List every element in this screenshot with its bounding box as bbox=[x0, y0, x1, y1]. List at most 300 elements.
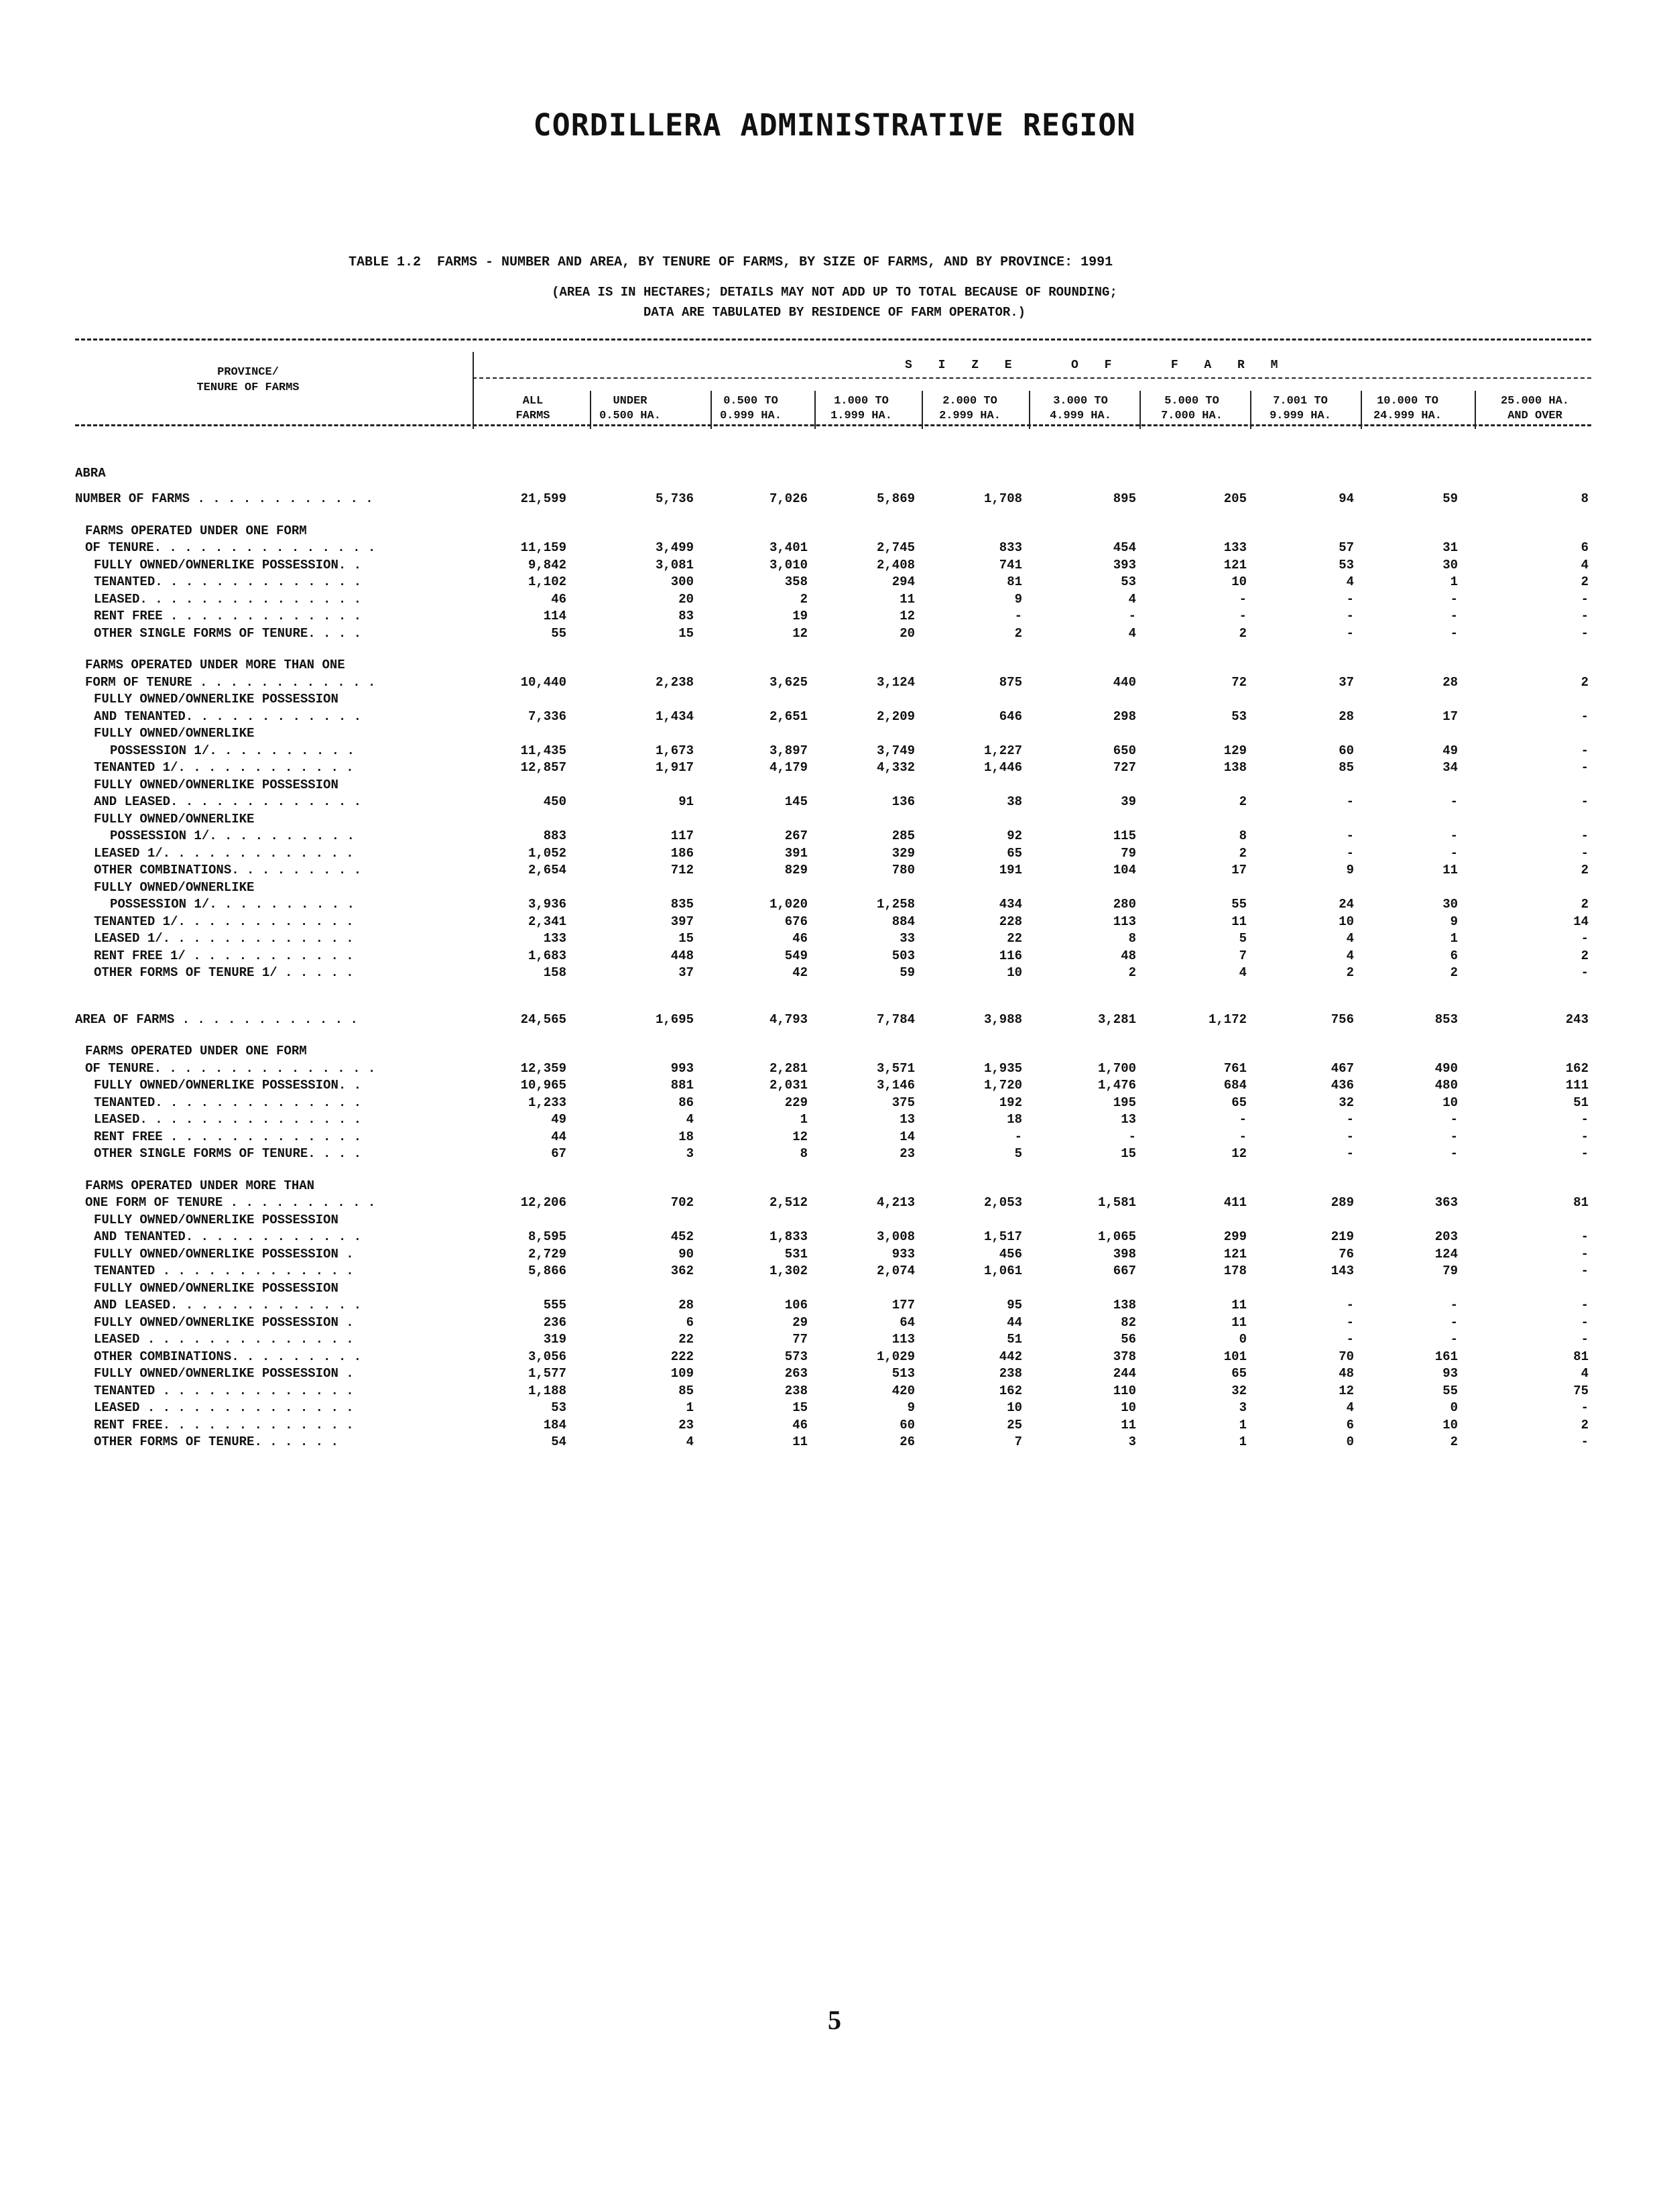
cell-value: - bbox=[1346, 1298, 1354, 1312]
cell-value: 1,065 bbox=[1097, 1229, 1136, 1244]
cell-value: 2 bbox=[1239, 845, 1247, 861]
cell-value: 0 bbox=[1239, 1332, 1247, 1347]
cell-value: 236 bbox=[543, 1314, 566, 1330]
cell-value: - bbox=[1450, 591, 1458, 607]
cell-value: 411 bbox=[1223, 1195, 1247, 1210]
cell-value: 136 bbox=[891, 794, 915, 809]
cell-value: - bbox=[1581, 1129, 1589, 1144]
cell-value: 6 bbox=[1450, 948, 1458, 963]
table-row bbox=[75, 657, 1591, 674]
cell-value: - bbox=[1346, 828, 1354, 843]
cell-value: 727 bbox=[1113, 760, 1136, 775]
cell-value: 106 bbox=[784, 1298, 808, 1312]
cell-value: 3,571 bbox=[876, 1060, 915, 1076]
cell-value: 741 bbox=[999, 557, 1022, 572]
cell-value: 28 bbox=[1339, 709, 1354, 724]
cell-value: 79 bbox=[1442, 1264, 1458, 1278]
cell-value: 26 bbox=[900, 1434, 915, 1449]
cell-value: 684 bbox=[1223, 1078, 1247, 1093]
table-row bbox=[75, 1212, 1591, 1229]
cell-value: - bbox=[1581, 794, 1589, 809]
cell-value: 0 bbox=[1450, 1400, 1458, 1415]
cell-value: 833 bbox=[999, 540, 1022, 555]
cell-value: 9,842 bbox=[528, 557, 566, 572]
cell-value: 1,720 bbox=[983, 1078, 1022, 1093]
cell-value: 2,053 bbox=[983, 1195, 1022, 1210]
cell-value: 702 bbox=[670, 1195, 694, 1210]
cell-value: 8,595 bbox=[528, 1229, 566, 1244]
cell-value: 53 bbox=[1121, 574, 1136, 589]
cell-value: 110 bbox=[1113, 1383, 1136, 1398]
row-label: FARMS OPERATED UNDER MORE THAN ONE bbox=[85, 658, 345, 672]
cell-value: 7,784 bbox=[876, 1011, 915, 1027]
table-row bbox=[75, 828, 1591, 845]
column-header-line2: FARMS bbox=[515, 410, 550, 422]
cell-value: 263 bbox=[784, 1366, 808, 1381]
cell-value: 1 bbox=[1450, 574, 1458, 589]
cell-value: 5,869 bbox=[876, 491, 915, 506]
cell-value: 3,056 bbox=[528, 1349, 566, 1364]
row-label: AND TENANTED. . . . . . . . . . . . bbox=[94, 1229, 362, 1244]
cell-value: 11 bbox=[1121, 1417, 1136, 1432]
cell-value: 7,336 bbox=[528, 709, 566, 724]
table-note-line2: DATA ARE TABULATED BY RESIDENCE OF FARM OPERATOR.) bbox=[643, 305, 1026, 320]
cell-value: 3,124 bbox=[876, 674, 915, 690]
cell-value: 1 bbox=[686, 1400, 694, 1415]
row-label: LEASED . . . . . . . . . . . . . . bbox=[94, 1400, 354, 1415]
cell-value: 4 bbox=[686, 1434, 694, 1449]
size-of-farm-title: S I Z E O F F A R M bbox=[905, 359, 1288, 372]
cell-value: 83 bbox=[678, 609, 694, 623]
table-row bbox=[75, 523, 1591, 540]
cell-value: 3 bbox=[686, 1146, 694, 1161]
cell-value: 398 bbox=[1113, 1246, 1136, 1262]
row-label: TENANTED . . . . . . . . . . . . . bbox=[94, 1264, 354, 1278]
cell-value: 1,833 bbox=[769, 1229, 808, 1244]
cell-value: 116 bbox=[999, 948, 1022, 963]
cell-value: 229 bbox=[784, 1095, 808, 1110]
column-header-line1: 7.001 TO bbox=[1273, 395, 1328, 408]
cell-value: 28 bbox=[678, 1298, 694, 1312]
cell-value: 33 bbox=[900, 931, 915, 946]
row-label: FULLY OWNED/OWNERLIKE bbox=[94, 811, 255, 826]
cell-value: 114 bbox=[543, 609, 566, 623]
column-header-line2: 9.999 HA. bbox=[1270, 410, 1331, 422]
cell-value: 12 bbox=[1231, 1146, 1247, 1161]
cell-value: 162 bbox=[999, 1383, 1022, 1398]
cell-value: 192 bbox=[999, 1095, 1022, 1110]
table-row bbox=[75, 948, 1591, 965]
cell-value: 1,258 bbox=[876, 897, 915, 912]
row-label: FARMS OPERATED UNDER ONE FORM bbox=[85, 1044, 307, 1058]
cell-value: 11 bbox=[792, 1434, 808, 1449]
cell-value: 531 bbox=[784, 1246, 808, 1262]
cell-value: 1,302 bbox=[769, 1264, 808, 1278]
cell-value: - bbox=[1450, 1112, 1458, 1127]
cell-value: 2 bbox=[1581, 1417, 1589, 1432]
cell-value: 244 bbox=[1113, 1366, 1136, 1381]
cell-value: 480 bbox=[1434, 1078, 1458, 1093]
cell-value: 3,897 bbox=[769, 743, 808, 758]
table-row bbox=[75, 743, 1591, 760]
cell-value: 2 bbox=[1581, 948, 1589, 963]
cell-value: 503 bbox=[891, 948, 915, 963]
cell-value: 853 bbox=[1434, 1011, 1458, 1027]
cell-value: 228 bbox=[999, 914, 1022, 929]
table-row bbox=[75, 1400, 1591, 1417]
cell-value: 10 bbox=[1231, 574, 1247, 589]
column-header-line1: ALL bbox=[522, 395, 544, 408]
cell-value: 81 bbox=[1007, 574, 1022, 589]
cell-value: 319 bbox=[543, 1332, 566, 1347]
cell-value: 158 bbox=[543, 965, 566, 980]
cell-value: 285 bbox=[891, 828, 915, 843]
cell-value: 712 bbox=[670, 863, 694, 877]
cell-value: 883 bbox=[543, 828, 566, 843]
column-header-line2: AND OVER bbox=[1507, 410, 1562, 422]
row-label: ABRA bbox=[75, 466, 106, 481]
cell-value: - bbox=[1581, 965, 1589, 980]
cell-value: - bbox=[1581, 1332, 1589, 1347]
table-row bbox=[75, 1246, 1591, 1264]
row-label: FORM OF TENURE . . . . . . . . . . . . bbox=[85, 674, 376, 690]
row-label: RENT FREE . . . . . . . . . . . . . bbox=[94, 609, 362, 623]
column-header-line2: 4.999 HA. bbox=[1050, 410, 1111, 422]
cell-value: 2 bbox=[1450, 1434, 1458, 1449]
table-row bbox=[75, 914, 1591, 931]
cell-value: 55 bbox=[551, 625, 566, 641]
table-row bbox=[75, 540, 1591, 557]
row-spacer bbox=[75, 508, 1591, 523]
table-row bbox=[75, 1434, 1591, 1451]
cell-value: 2,408 bbox=[876, 557, 915, 572]
row-label: OTHER SINGLE FORMS OF TENURE. . . . bbox=[94, 625, 362, 641]
cell-value: - bbox=[1450, 625, 1458, 641]
column-divider bbox=[1475, 391, 1476, 429]
cell-value: 1,172 bbox=[1208, 1011, 1247, 1027]
column-header-line1: 10.000 TO bbox=[1377, 395, 1438, 408]
cell-value: 65 bbox=[1231, 1095, 1247, 1110]
cell-value: 3,008 bbox=[876, 1229, 915, 1244]
row-label: FULLY OWNED/OWNERLIKE POSSESSION . bbox=[94, 1314, 354, 1330]
cell-value: 467 bbox=[1331, 1060, 1354, 1076]
table-row bbox=[75, 557, 1591, 574]
column-header-line2: 0.500 HA. bbox=[599, 410, 661, 422]
cell-value: 9 bbox=[1346, 863, 1354, 877]
row-label: OTHER SINGLE FORMS OF TENURE. . . . bbox=[94, 1146, 362, 1161]
table-row bbox=[75, 896, 1591, 914]
row-spacer bbox=[75, 1028, 1591, 1043]
cell-value: 65 bbox=[1007, 845, 1022, 861]
cell-value: 393 bbox=[1113, 557, 1136, 572]
cell-value: 195 bbox=[1113, 1095, 1136, 1110]
table-row bbox=[75, 1129, 1591, 1146]
row-label: TENANTED . . . . . . . . . . . . . bbox=[94, 1383, 354, 1398]
cell-value: 1,476 bbox=[1097, 1078, 1136, 1093]
cell-value: 22 bbox=[678, 1332, 694, 1347]
row-label: TENANTED. . . . . . . . . . . . . . bbox=[94, 574, 362, 589]
cell-value: 238 bbox=[999, 1366, 1022, 1381]
cell-value: 2 bbox=[1239, 625, 1247, 641]
cell-value: 109 bbox=[670, 1366, 694, 1381]
cell-value: 162 bbox=[1565, 1060, 1589, 1076]
cell-value: 2 bbox=[800, 591, 808, 607]
cell-value: 32 bbox=[1231, 1383, 1247, 1398]
cell-value: - bbox=[1450, 845, 1458, 861]
cell-value: 72 bbox=[1231, 674, 1247, 690]
cell-value: 1,673 bbox=[655, 743, 694, 758]
table-row bbox=[75, 1011, 1591, 1029]
cell-value: 4 bbox=[1346, 948, 1354, 963]
cell-value: 3,625 bbox=[769, 674, 808, 690]
cell-value: 94 bbox=[1339, 491, 1354, 506]
table-row bbox=[75, 1077, 1591, 1095]
cell-value: 14 bbox=[1573, 914, 1589, 929]
table-row bbox=[75, 1095, 1591, 1112]
province-row bbox=[75, 456, 1591, 491]
cell-value: 780 bbox=[891, 863, 915, 877]
row-label: OF TENURE. . . . . . . . . . . . . . . bbox=[85, 1060, 376, 1076]
cell-value: 44 bbox=[551, 1129, 566, 1144]
cell-value: 7,026 bbox=[769, 491, 808, 506]
row-label: FARMS OPERATED UNDER ONE FORM bbox=[85, 523, 307, 538]
cell-value: 19 bbox=[792, 609, 808, 623]
cell-value: 1 bbox=[1239, 1417, 1247, 1432]
table-row bbox=[75, 845, 1591, 863]
row-label: AND LEASED. . . . . . . . . . . . . bbox=[94, 1298, 362, 1312]
cell-value: 60 bbox=[1339, 743, 1354, 758]
table-row bbox=[75, 1349, 1591, 1366]
cell-value: - bbox=[1239, 609, 1247, 623]
cell-value: 3,281 bbox=[1097, 1011, 1136, 1027]
cell-value: - bbox=[1128, 609, 1136, 623]
cell-value: 450 bbox=[543, 794, 566, 809]
cell-value: 13 bbox=[1121, 1112, 1136, 1127]
cell-value: 1,695 bbox=[655, 1011, 694, 1027]
cell-value: 38 bbox=[1007, 794, 1022, 809]
cell-value: 1,029 bbox=[876, 1349, 915, 1364]
table-row bbox=[75, 1146, 1591, 1163]
table-row bbox=[75, 1280, 1591, 1298]
cell-value: 397 bbox=[670, 914, 694, 929]
cell-value: 4 bbox=[1346, 574, 1354, 589]
cell-value: 6 bbox=[1581, 540, 1589, 555]
cell-value: - bbox=[1581, 709, 1589, 724]
row-label: LEASED 1/. . . . . . . . . . . . . bbox=[94, 931, 354, 946]
cell-value: 2,031 bbox=[769, 1078, 808, 1093]
cell-value: 1,577 bbox=[528, 1366, 566, 1381]
cell-value: - bbox=[1581, 591, 1589, 607]
row-label: LEASED 1/. . . . . . . . . . . . . bbox=[94, 845, 354, 861]
row-label: LEASED . . . . . . . . . . . . . . bbox=[94, 1332, 354, 1347]
cell-value: - bbox=[1346, 1112, 1354, 1127]
row-label: AND TENANTED. . . . . . . . . . . . bbox=[94, 709, 362, 724]
row-label: FULLY OWNED/OWNERLIKE POSSESSION . bbox=[94, 1246, 354, 1262]
table-row bbox=[75, 574, 1591, 591]
row-label: FULLY OWNED/OWNERLIKE bbox=[94, 726, 255, 741]
cell-value: 835 bbox=[670, 897, 694, 912]
cell-value: 11 bbox=[1231, 914, 1247, 929]
row-label: OF TENURE. . . . . . . . . . . . . . . bbox=[85, 540, 376, 555]
cell-value: 15 bbox=[792, 1400, 808, 1415]
cell-value: 3,936 bbox=[528, 897, 566, 912]
cell-value: 10,965 bbox=[520, 1078, 566, 1093]
row-label: FULLY OWNED/OWNERLIKE POSSESSION. . bbox=[94, 557, 362, 572]
cell-value: 2 bbox=[1346, 965, 1354, 980]
row-label: FULLY OWNED/OWNERLIKE bbox=[94, 879, 255, 895]
row-label: LEASED. . . . . . . . . . . . . . . bbox=[94, 1112, 362, 1127]
cell-value: - bbox=[1581, 828, 1589, 843]
cell-value: - bbox=[1346, 609, 1354, 623]
cell-value: 46 bbox=[792, 1417, 808, 1432]
cell-value: 53 bbox=[551, 1400, 566, 1415]
cell-value: 10 bbox=[1442, 1417, 1458, 1432]
cell-value: 77 bbox=[792, 1332, 808, 1347]
cell-value: 300 bbox=[670, 574, 694, 589]
cell-value: 86 bbox=[678, 1095, 694, 1110]
cell-value: 378 bbox=[1113, 1349, 1136, 1364]
cell-value: 7 bbox=[1239, 948, 1247, 963]
table-row bbox=[75, 691, 1591, 709]
cell-value: 4 bbox=[1346, 931, 1354, 946]
column-header-line2: 7.000 HA. bbox=[1161, 410, 1223, 422]
table-row bbox=[75, 725, 1591, 743]
cell-value: 205 bbox=[1223, 491, 1247, 506]
cell-value: 993 bbox=[670, 1060, 694, 1076]
cell-value: 4,179 bbox=[769, 760, 808, 775]
table-row bbox=[75, 1194, 1591, 1212]
table-row bbox=[75, 965, 1591, 982]
size-of-farm-rule bbox=[473, 377, 1591, 379]
cell-value: 11 bbox=[900, 591, 915, 607]
region-title: CORDILLERA ADMINISTRATIVE REGION bbox=[533, 107, 1136, 143]
cell-value: 4,793 bbox=[769, 1011, 808, 1027]
cell-value: - bbox=[1014, 1129, 1022, 1144]
cell-value: 55 bbox=[1442, 1383, 1458, 1398]
table-row bbox=[75, 1365, 1591, 1383]
table-row bbox=[75, 862, 1591, 879]
table-row bbox=[75, 491, 1591, 508]
table-row bbox=[75, 777, 1591, 794]
cell-value: 46 bbox=[551, 591, 566, 607]
cell-value: 143 bbox=[1331, 1264, 1354, 1278]
cell-value: - bbox=[1581, 1314, 1589, 1330]
cell-value: 22 bbox=[1007, 931, 1022, 946]
row-label: TENANTED 1/. . . . . . . . . . . . bbox=[94, 760, 354, 775]
cell-value: 11,159 bbox=[520, 540, 566, 555]
cell-value: 3 bbox=[1239, 1400, 1247, 1415]
cell-value: 829 bbox=[784, 863, 808, 877]
row-spacer bbox=[75, 997, 1591, 1011]
cell-value: 6 bbox=[1346, 1417, 1354, 1432]
cell-value: 436 bbox=[1331, 1078, 1354, 1093]
row-label: FARMS OPERATED UNDER MORE THAN bbox=[85, 1178, 315, 1193]
cell-value: - bbox=[1450, 828, 1458, 843]
cell-value: 884 bbox=[891, 914, 915, 929]
cell-value: - bbox=[1450, 1314, 1458, 1330]
cell-value: 113 bbox=[1113, 914, 1136, 929]
cell-value: 1,935 bbox=[983, 1060, 1022, 1076]
cell-value: 101 bbox=[1223, 1349, 1247, 1364]
cell-value: - bbox=[1581, 1112, 1589, 1127]
cell-value: - bbox=[1450, 794, 1458, 809]
cell-value: - bbox=[1581, 1400, 1589, 1415]
row-spacer bbox=[75, 1163, 1591, 1178]
cell-value: 442 bbox=[999, 1349, 1022, 1364]
row-label: FULLY OWNED/OWNERLIKE POSSESSION bbox=[94, 777, 338, 792]
cell-value: - bbox=[1581, 1246, 1589, 1262]
cell-value: 4,213 bbox=[876, 1195, 915, 1210]
table-row bbox=[75, 811, 1591, 828]
cell-value: 11 bbox=[1231, 1314, 1247, 1330]
cell-value: 178 bbox=[1223, 1264, 1247, 1278]
cell-value: 454 bbox=[1113, 540, 1136, 555]
column-header-line2: 2.999 HA. bbox=[939, 410, 1001, 422]
cell-value: 933 bbox=[891, 1246, 915, 1262]
cell-value: 1,683 bbox=[528, 948, 566, 963]
cell-value: 8 bbox=[1239, 828, 1247, 843]
data-table bbox=[75, 456, 1591, 1451]
cell-value: 93 bbox=[1442, 1366, 1458, 1381]
cell-value: - bbox=[1239, 1112, 1247, 1127]
cell-value: 2 bbox=[1581, 863, 1589, 877]
cell-value: 243 bbox=[1565, 1011, 1589, 1027]
cell-value: 761 bbox=[1223, 1060, 1247, 1076]
row-label: POSSESSION 1/. . . . . . . . . . bbox=[110, 897, 355, 912]
cell-value: - bbox=[1346, 1129, 1354, 1144]
cell-value: - bbox=[1581, 1229, 1589, 1244]
cell-value: 2,651 bbox=[769, 709, 808, 724]
cell-value: 7 bbox=[1014, 1434, 1022, 1449]
cell-value: 1,917 bbox=[655, 760, 694, 775]
cell-value: 1,708 bbox=[983, 491, 1022, 506]
cell-value: 186 bbox=[670, 845, 694, 861]
cell-value: 4 bbox=[1128, 591, 1136, 607]
row-label: TENANTED 1/. . . . . . . . . . . . bbox=[94, 914, 354, 929]
cell-value: 3,499 bbox=[655, 540, 694, 555]
cell-value: 138 bbox=[1223, 760, 1247, 775]
page-number: 5 bbox=[828, 2005, 841, 2035]
cell-value: 667 bbox=[1113, 1264, 1136, 1278]
table-row bbox=[75, 1043, 1591, 1060]
table-row bbox=[75, 625, 1591, 643]
cell-value: 1,517 bbox=[983, 1229, 1022, 1244]
cell-value: 8 bbox=[1128, 931, 1136, 946]
cell-value: 111 bbox=[1565, 1078, 1589, 1093]
cell-value: 358 bbox=[784, 574, 808, 589]
cell-value: 12 bbox=[900, 609, 915, 623]
cell-value: 79 bbox=[1121, 845, 1136, 861]
cell-value: 2 bbox=[1239, 794, 1247, 809]
cell-value: - bbox=[1581, 760, 1589, 775]
cell-value: 2,745 bbox=[876, 540, 915, 555]
stub-header-line2: TENURE OF FARMS bbox=[196, 381, 300, 394]
column-divider bbox=[473, 352, 474, 429]
cell-value: 12 bbox=[792, 625, 808, 641]
cell-value: 420 bbox=[891, 1383, 915, 1398]
cell-value: 115 bbox=[1113, 828, 1136, 843]
cell-value: 60 bbox=[900, 1417, 915, 1432]
cell-value: 121 bbox=[1223, 557, 1247, 572]
cell-value: 191 bbox=[999, 863, 1022, 877]
cell-value: 17 bbox=[1442, 709, 1458, 724]
cell-value: 113 bbox=[891, 1332, 915, 1347]
cell-value: 391 bbox=[784, 845, 808, 861]
cell-value: 17 bbox=[1231, 863, 1247, 877]
cell-value: 12,359 bbox=[520, 1060, 566, 1076]
row-label: OTHER COMBINATIONS. . . . . . . . . bbox=[94, 1349, 362, 1364]
cell-value: 161 bbox=[1434, 1349, 1458, 1364]
